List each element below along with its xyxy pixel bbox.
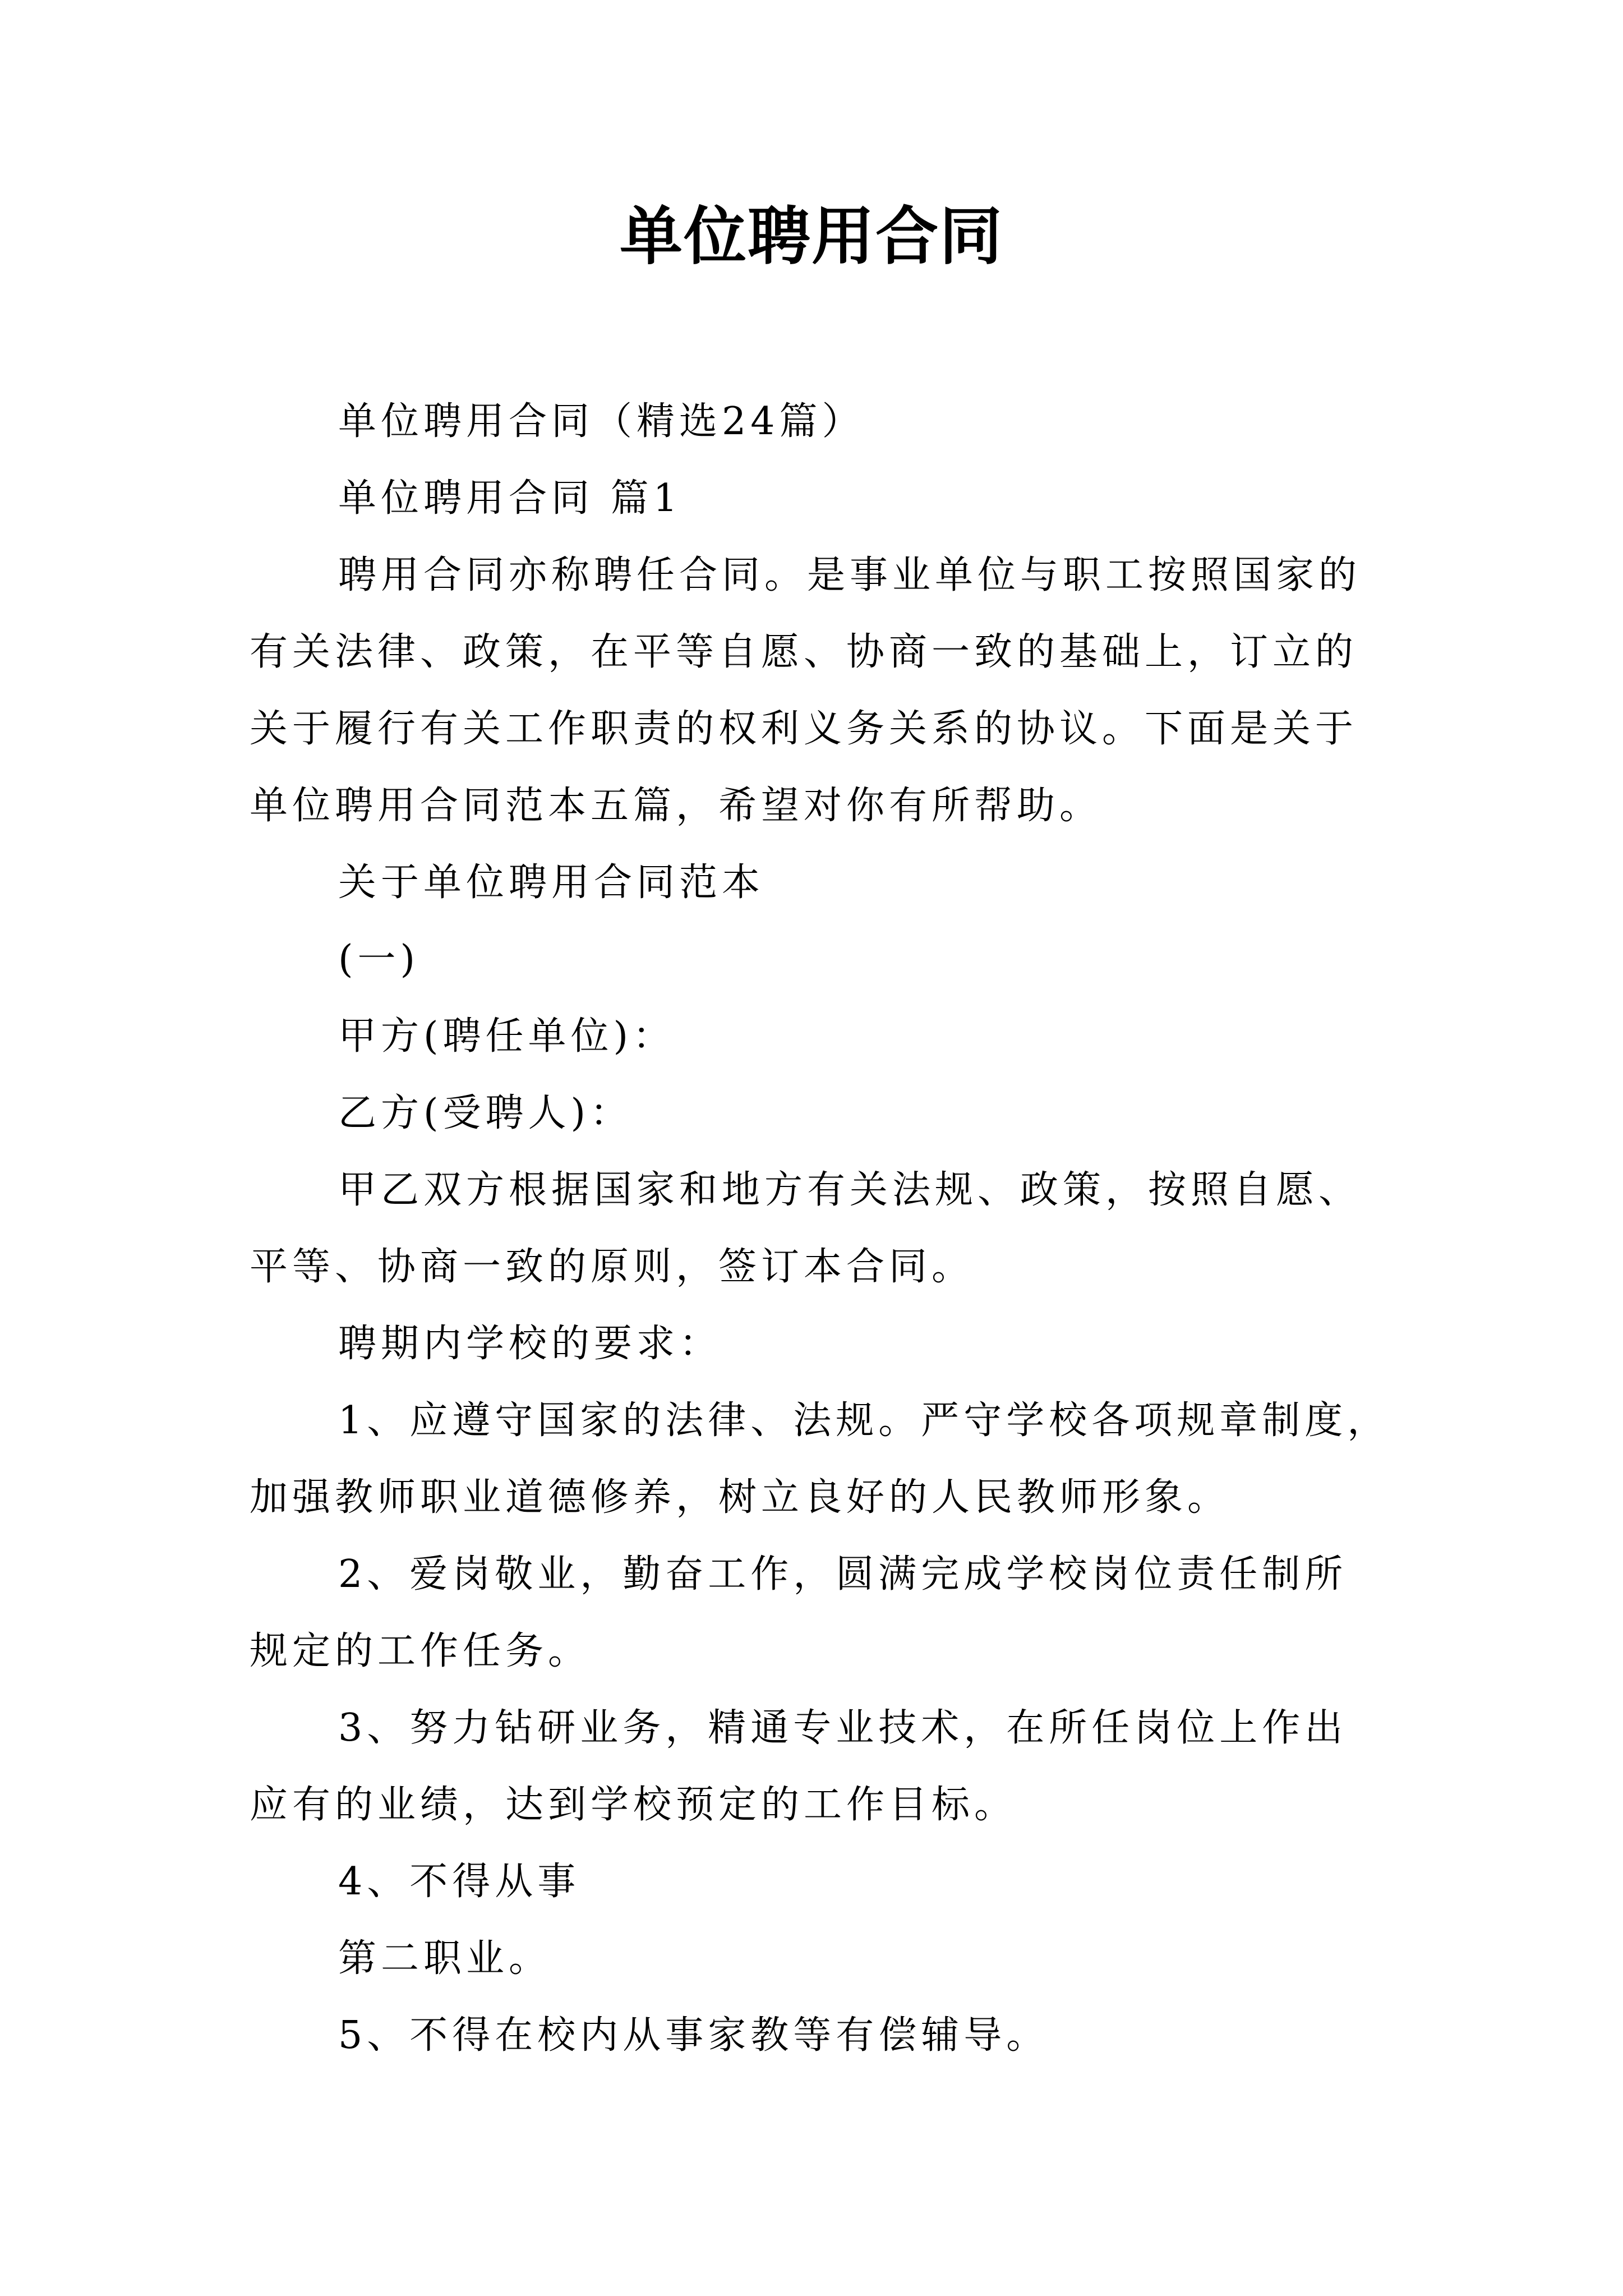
requirement-4-line-2: 第二职业。 bbox=[338, 1936, 552, 1981]
requirement-4-line-1: 4、不得从事 bbox=[338, 1860, 580, 1904]
intro-line-3: 关于履行有关工作职责的权利义务关系的协议。下面是关于 bbox=[250, 707, 1358, 751]
intro-line-1: 聘用合同亦称聘任合同。是事业单位与职工按照国家的 bbox=[338, 553, 1362, 597]
heading-selection: 单位聘用合同（精选24篇） bbox=[338, 399, 865, 444]
agreement-line-2: 平等、协商一致的原则，签订本合同。 bbox=[250, 1245, 975, 1289]
requirement-1-line-1: 1、应遵守国家的法律、法规。严守学校各项规章制度， bbox=[338, 1398, 1390, 1443]
requirement-2-line-1: 2、爱岗敬业，勤奋工作，圆满完成学校岗位责任制所 bbox=[338, 1552, 1348, 1596]
requirement-3-line-2: 应有的业绩，达到学校预定的工作目标。 bbox=[250, 1783, 1017, 1827]
party-b: 乙方(受聘人)： bbox=[338, 1091, 633, 1135]
intro-line-4: 单位聘用合同范本五篇，希望对你有所帮助。 bbox=[250, 784, 1103, 828]
document-title: 单位聘用合同 bbox=[620, 200, 1003, 273]
requirements-heading: 聘期内学校的要求： bbox=[338, 1322, 722, 1366]
requirement-1-line-2: 加强教师职业道德修养，树立良好的人民教师形象。 bbox=[250, 1475, 1230, 1520]
template-heading: 关于单位聘用合同范本 bbox=[338, 861, 765, 905]
heading-part-1: 单位聘用合同 篇1 bbox=[338, 476, 682, 521]
requirement-5: 5、不得在校内从事家教等有偿辅导。 bbox=[338, 2013, 1049, 2058]
party-a: 甲方(聘任单位)： bbox=[338, 1014, 676, 1059]
intro-line-2: 有关法律、政策，在平等自愿、协商一致的基础上，订立的 bbox=[250, 630, 1358, 674]
requirement-3-line-1: 3、努力钻研业务，精通专业技术，在所任岗位上作出 bbox=[338, 1706, 1348, 1750]
agreement-line-1: 甲乙双方根据国家和地方有关法规、政策，按照自愿、 bbox=[338, 1168, 1362, 1212]
document-body bbox=[250, 383, 1416, 2074]
template-number: (一) bbox=[338, 937, 420, 982]
requirement-2-line-2: 规定的工作任务。 bbox=[250, 1629, 591, 1673]
